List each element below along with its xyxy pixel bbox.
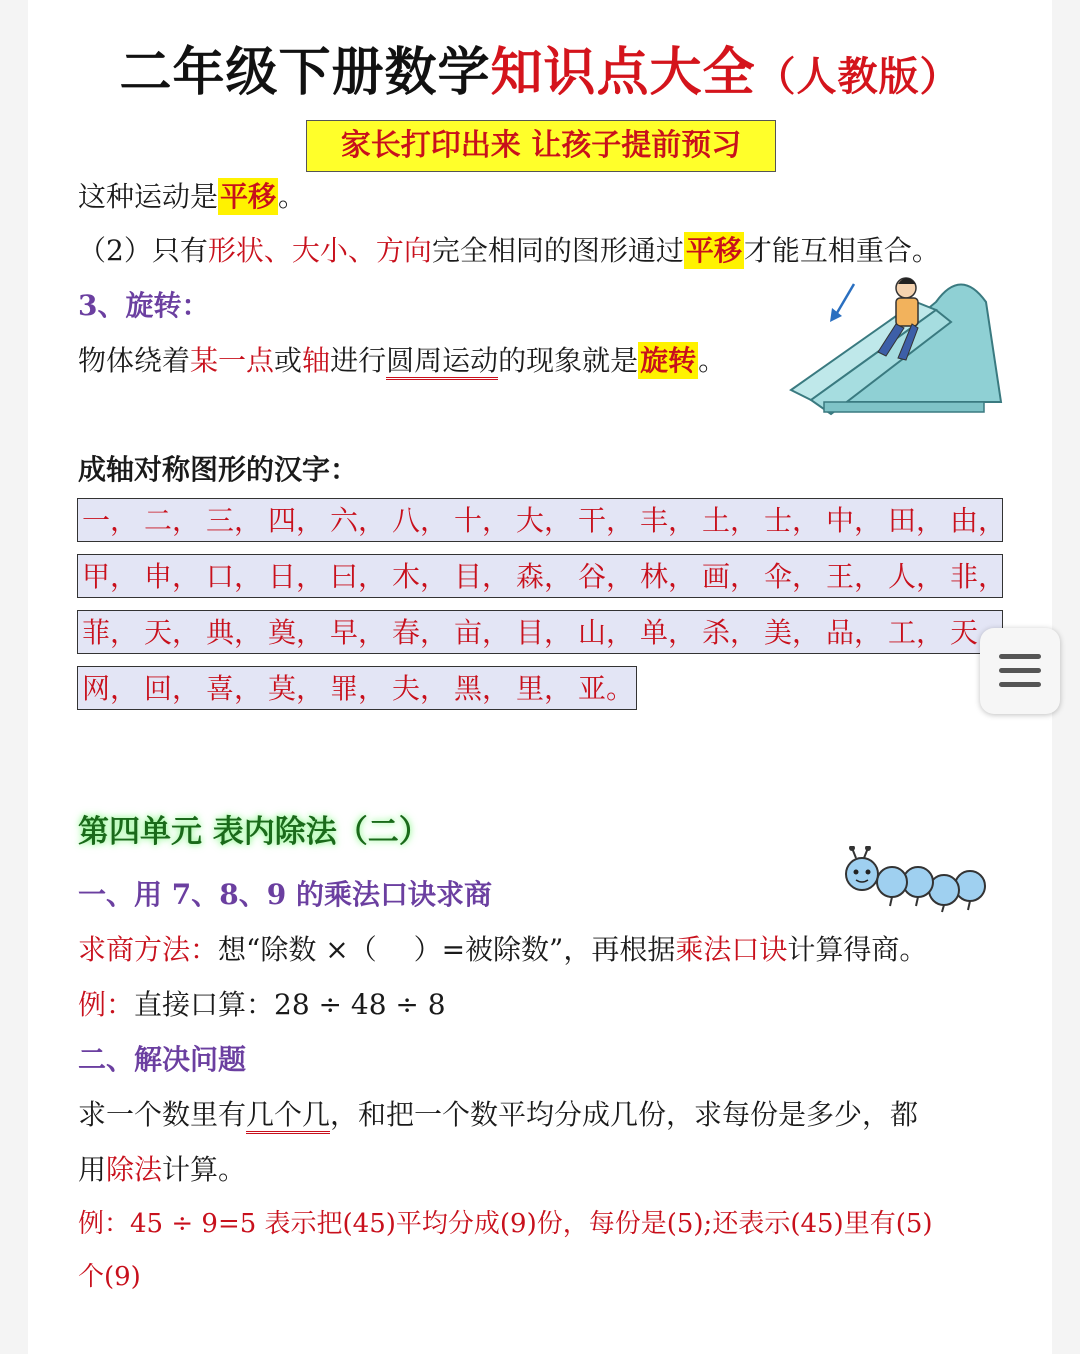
symmetry-heading: 成轴对称图形的汉字：: [78, 453, 359, 486]
slide-illustration: [786, 262, 1010, 422]
quotient-method: 求商方法：想“除数 ×（ ）=被除数”，再根据乘法口诀计算得商。: [78, 933, 928, 966]
example-2-line-1: 例：45 ÷ 9=5 表示把(45)平均分成(9)份，每份是(5);还表示(45)里有(5): [78, 1209, 933, 1239]
page-title: 二年级下册数学知识点大全（人教版）: [119, 43, 961, 103]
problem-text-1: 求一个数里有几个几，和把一个数平均分成几份，求每份是多少，都: [78, 1093, 918, 1133]
example-1: 例：直接口算：28 ÷ 48 ÷ 8: [78, 988, 446, 1021]
unit4-subheading-1: 一、用 7、8、9 的乘法口诀求商: [78, 878, 492, 911]
unit4-heading: 第四单元 表内除法（二）: [78, 814, 430, 850]
symmetry-row: 菲， 天， 典， 奠， 早， 春， 亩， 目， 山， 单， 杀， 美， 品， 工， 天: [77, 610, 1003, 654]
problem-text-2: 用除法计算。: [78, 1153, 247, 1186]
translation-line-2: （2）只有形状、大小、方向完全相同的图形通过平移才能互相重合。: [78, 234, 940, 267]
translation-line-1: 这种运动是平移。: [78, 180, 307, 213]
menu-icon-bar: [999, 682, 1041, 687]
symmetry-row: 甲， 申， 口， 日， 曰， 木， 目， 森， 谷， 林， 画， 伞， 王， 人， 非，: [77, 554, 1003, 598]
subtitle-banner: 家长打印出来 让孩子提前预习: [306, 120, 776, 172]
symmetry-row: 一， 二， 三， 四， 六， 八， 十， 大， 干， 丰， 土， 士， 中， 田， 由，: [77, 498, 1003, 542]
caterpillar-illustration: [842, 846, 994, 916]
rotation-heading: 3、旋转：: [78, 289, 210, 322]
menu-icon: [999, 654, 1041, 659]
rotation-definition: 物体绕着某一点或轴进行圆周运动的现象就是旋转。: [78, 339, 726, 379]
menu-button[interactable]: [980, 628, 1060, 714]
example-2-line-2: 个(9): [78, 1262, 141, 1292]
symmetry-row: 网， 回， 喜， 莫， 罪， 夫， 黑， 里， 亚。: [77, 666, 637, 710]
menu-icon-bar: [999, 668, 1041, 673]
unit4-subheading-2: 二、解决问题: [78, 1043, 247, 1076]
